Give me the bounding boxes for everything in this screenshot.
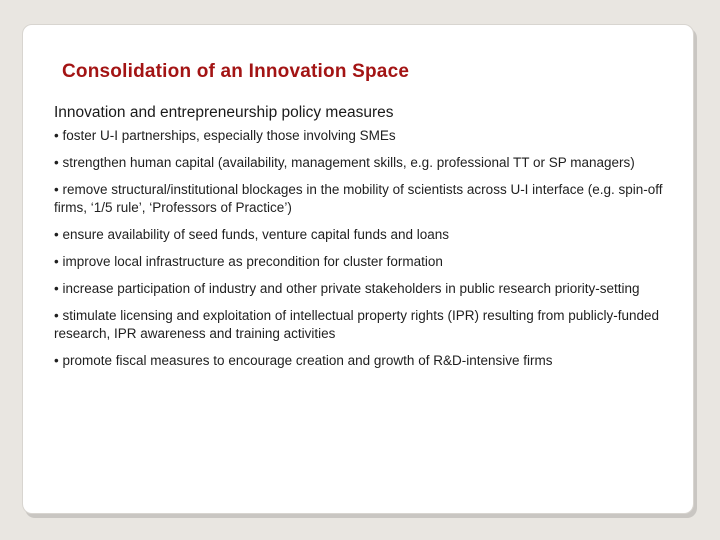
bullet-marker: • [54,182,59,197]
bullet-item [54,154,674,172]
bullet-text: stimulate licensing and exploitation of intellectual property rights (IPR) resulting from publicly-funded research, IPR awareness and training activities [54,308,660,341]
bullet-marker: • [54,155,59,170]
bullet-marker: • [54,281,59,296]
bullet-marker: • [54,227,59,242]
bullet-item [54,352,674,370]
bullet-item [54,181,674,217]
slide-title: Consolidation of an Innovation Space [62,61,410,82]
bullet-item [54,307,674,343]
bullet-item [54,127,674,145]
bullet-marker: • [54,353,59,368]
bullet-item [54,253,674,271]
bullet-marker: • [54,128,59,143]
bullet-text: increase participation of industry and other private stakeholders in public research priority-setting [62,281,640,296]
bullet-text: remove structural/institutional blockages in the mobility of scientists across U-I interface (e.g. spin-off firms, ‘1/5 rule’, ‘Professors of Practice’) [54,182,663,215]
bullet-text: strengthen human capital (availability, management skills, e.g. professional TT or SP managers) [62,155,635,170]
bullet-text: foster U-I partnerships, especially those involving SMEs [62,128,396,143]
bullet-list [54,127,674,379]
bullet-text: ensure availability of seed funds, venture capital funds and loans [62,227,449,242]
section-subheading: Innovation and entrepreneurship policy measures [54,104,394,121]
bullet-marker: • [54,308,59,323]
bullet-item [54,226,674,244]
bullet-item [54,280,674,298]
bullet-marker: • [54,254,59,269]
bullet-text: promote fiscal measures to encourage creation and growth of R&D-intensive firms [62,353,553,368]
bullet-text: improve local infrastructure as precondition for cluster formation [62,254,443,269]
